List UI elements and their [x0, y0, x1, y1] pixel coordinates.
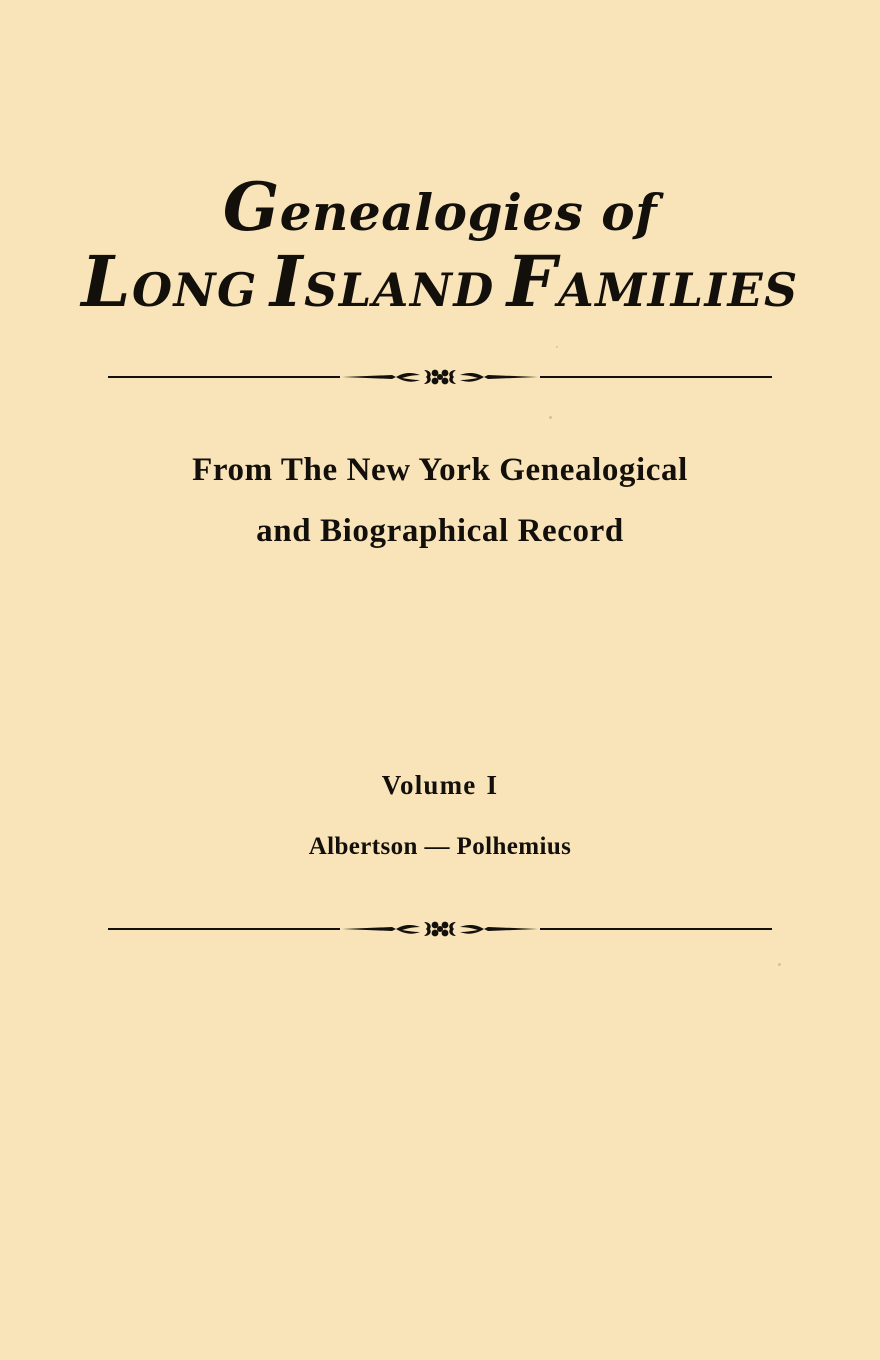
volume-line	[0, 770, 880, 801]
divider-ornament-icon	[340, 364, 540, 390]
title-block	[0, 168, 880, 323]
volume-number: I	[486, 770, 499, 800]
title-word-island-rest: SLAND	[304, 263, 495, 317]
title-word-families-rest: AMILIES	[558, 263, 799, 317]
title-word-long	[81, 240, 258, 323]
title-drop-cap-g: G	[222, 168, 280, 246]
title-line-1-text: enealogies of	[279, 183, 658, 242]
scan-speckle	[778, 963, 781, 966]
book-title-line-2	[0, 240, 880, 323]
divider-rule-right-bottom	[540, 928, 772, 930]
source-line-1: From The New York Genealogical	[192, 452, 688, 488]
volume-label: Volume	[381, 770, 477, 800]
decorative-divider-top	[0, 360, 880, 394]
title-word-island	[269, 240, 495, 323]
decorative-divider-bottom	[0, 912, 880, 946]
title-drop-cap-l: L	[81, 240, 132, 323]
title-word-long-rest: ONG	[131, 263, 258, 317]
volume-name-range: Albertson — Polhemius	[308, 833, 572, 860]
title-drop-cap-i: I	[269, 240, 305, 323]
scan-speckle	[556, 346, 558, 348]
title-drop-cap-f: F	[506, 240, 558, 323]
volume-block	[0, 770, 880, 861]
source-line-2: and Biographical Record	[256, 513, 624, 549]
divider-rule-left-bottom	[108, 928, 340, 930]
divider-rule-left	[108, 376, 340, 378]
divider-rule-right	[540, 376, 772, 378]
divider-ornament-icon-bottom	[340, 916, 540, 942]
source-publication-block	[0, 452, 880, 550]
book-title-line-1	[0, 168, 880, 246]
scan-speckle	[549, 416, 552, 419]
title-word-families	[506, 240, 799, 323]
